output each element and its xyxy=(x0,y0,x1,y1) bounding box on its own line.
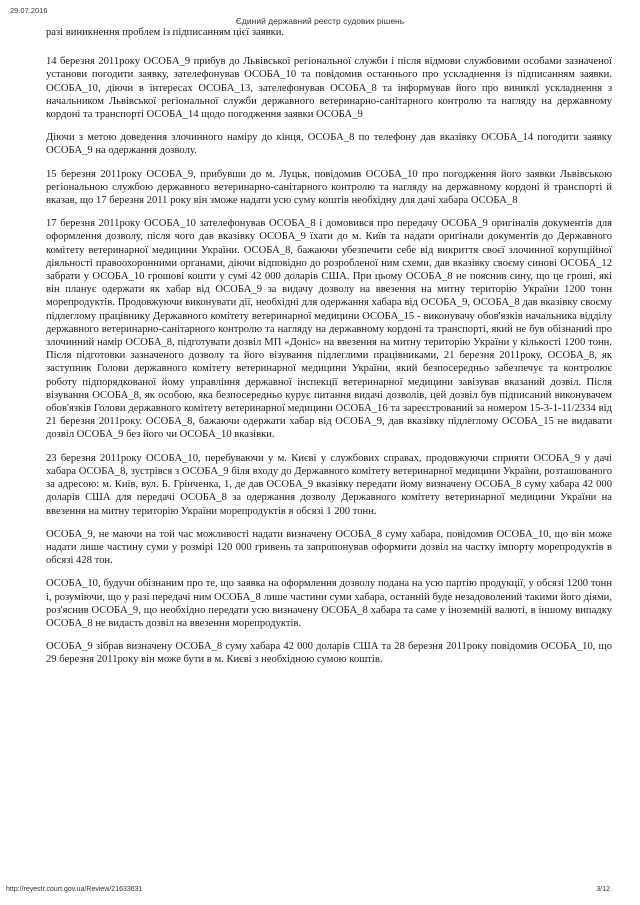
paragraph: ОСОБА_9, не маючи на той час можливості надати визначену ОСОБА_8 суму хабара, повідомив ОСОБА_10, що він може надати лише частину суми у розмірі 120 000 гривень та запропонував оформити дозвіл на частку імпорту морепродуктів в обсязі 428 тон. xyxy=(46,528,612,567)
paragraph: 15 березня 2011року ОСОБА_9, прибувши до м. Луцьк, повідомив ОСОБА_10 про погодження його заявки Львівською регіональною службою державного ветеринарно-санітарного контролю та нагляду на державному кордоні й транспорті й вказав, що 17 березня 2011 року він зможе надати усю суму коштів необхідну для дачі хабара ОСОБА_8 xyxy=(46,168,612,207)
paragraph: ОСОБА_9 зібрав визначену ОСОБА_8 суму хабара 42 000 доларів США та 28 березня 2011року повідомив ОСОБА_10, що 29 березня 2011року він може бути в м. Києві з необхідною сумою коштів. xyxy=(46,641,612,666)
source-url[interactable]: http://reyestr.court.gov.ua/Review/21633631 xyxy=(6,886,143,893)
paragraph: 14 березня 2011року ОСОБА_9 прибув до Львівської регіональної служби і після відмови службовими особами зазначеної установи погодити заявку, зателефонував ОСОБА_10 та повідомив останнього про ускладнення із підписанням заявки. ОСОБА_10, діючи в інтересах ОСОБА_13, зателефонував ОСОБА_8 та інформував його про виниклі ускладнення з начальником Львівської регіональної служби державного ветеринарно-санітарного контролю та нагляду на державному кордоні та транспорті ОСОБА_14 щодо погодження заявки ОСОБА_9 xyxy=(46,56,612,121)
print-date: 29.07.2016 xyxy=(10,6,48,15)
paragraph: Діючи з метою доведення злочинного наміру до кінця, ОСОБА_8 по телефону дав вказівку ОСОБА_14 погодити заявку ОСОБА_9 на одержання дозволу. xyxy=(46,132,612,157)
document-body xyxy=(46,26,612,677)
paragraph: разі виникнення проблем із підписанням цієї заявки. xyxy=(46,27,285,38)
paragraph: ОСОБА_10, будучи обізнаним про те, що заявка на оформлення дозволу подана на усю партію продукції, у обсязі 1200 тонн і, розуміючи, що у разі передачі ним ОСОБА_8 лише частини суми хабара, останній буде незадоволений такими його діями, роз'яснив ОСОБА_9, що необхідно передати усю визначену ОСОБА_8 хабара та саме у іноземній валюті, в іншому випадку ОСОБА_8 не видасть дозвіл на ввезення морепродуктів. xyxy=(46,578,612,629)
page-number: 3/12 xyxy=(596,886,610,893)
paragraph: 17 березня 2011року ОСОБА_10 зателефонував ОСОБА_8 і домовився про передачу ОСОБА_9 оригіналів документів для оформлення дозволу, після чого дав вказівку ОСОБА_9 їхати до м. Київ та надати оригінали документів до Державного комітету ветеринарної медицини України. ОСОБА_8, бажаючи убезпечити себе від викриття своєї злочинної корупційної діяльності правоохоронними органами, діючи відповідно до розробленої ним схеми, дав вказівку своєму синові ОСОБА_12 забрати у ОСОБА_10 грошові кошти у сумі 42 000 доларів США. При цьому ОСОБА_8 не пояснив сину, що це гроші, які він планує одержати як хабар від ОСОБА_9 за видачу дозволу на ввезення на митну територію України 1200 тонн морепродуктів. Продовжуючи виконувати дії, необхідні для одержання хабара від ОСОБА_9, ОСОБА_8 дав вказівку своєму підлеглому працівнику Державного комітету ветеринарної медицини ОСОБА_15 - виконувачу обов'язків начальника відділу державного ветеринарно-санітарного контролю та нагляду на державному кордоні та транспорті, який не був обізнаний про злочинний намір ОСОБА_8, підготувати дозвіл МП «Доніс» на ввезення на митну територію України у кількості 1200 тонн. Після підготовки зазначеного дозволу та його візування підлеглими працівниками, 21 березня 2011року, ОСОБА_8, як заступник Голови державного комітету ветеринарної медицини України, який безпосередньо забезпечує та контролює роботу підпорядкованої йому управління державної інспекції ветеринарної медицини завізував вказаний дозвіл. Після візування ОСОБА_8, як особою, яка безпосередньо курує питання видачі дозволів, цей дозвіл був підписаний виконувачем обов'язків Голови державного комітету ветеринарної медицини ОСОБА_16 та зареєстрований за номером 15-3-1-11/2334 від 21 березня 2011року. ОСОБА_8, бажаючи одержати хабар від ОСОБА_9, дав вказівку підлеглому ОСОБА_15 не видавати дозвіл ОСОБА_9 без його чи ОСОБА_10 вказівки. xyxy=(46,218,612,441)
registry-title: Єдиний державний реєстр судових рішень xyxy=(235,16,405,26)
paragraph: 23 березня 2011року ОСОБА_10, перебуваючи у м. Києві у службових справах, продовжуючи сприяти ОСОБА_9 у дачі хабара ОСОБА_8, зустрівся з ОСОБА_9 біля входу до Державного комітету ветеринарної медицини України, розташованого за адресою: м. Київ, вул. Б. Грінченка, 1, де дав ОСОБА_9 вказівку передати йому визначену ОСОБА_8 суму хабара 42 000 доларів США для передачі ОСОБА_8 за одержання дозволу Державного комітету ветеринарної медицини України на ввезення на митну територію України морепродуктів в обсязі 1 200 тонн. xyxy=(46,452,612,517)
